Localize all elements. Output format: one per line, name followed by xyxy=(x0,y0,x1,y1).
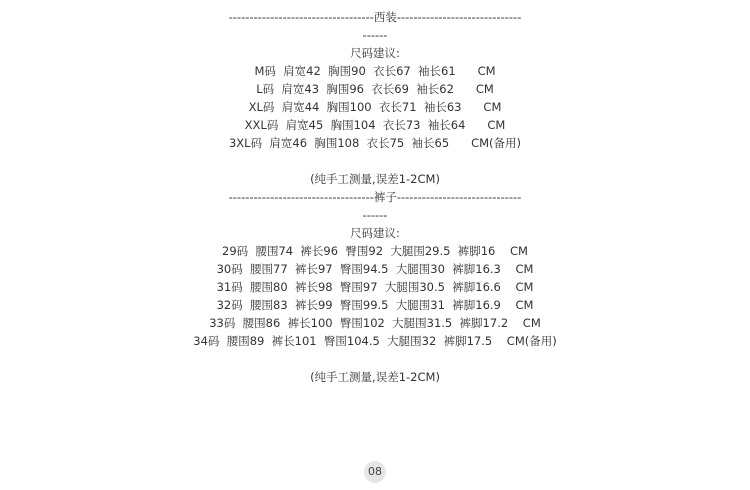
suit-size-row: 3XL码 肩宽46 胸围108 衣长75 袖长65 CM(备用) xyxy=(228,136,522,150)
pants-measure-note: (纯手工测量,误差1-2CM) xyxy=(310,370,440,384)
pants-size-row: 31码 腰围80 裤长98 臀围97 大腿围30.5 裤脚16.6 CM xyxy=(216,280,534,294)
page-number-badge: 08 xyxy=(364,461,386,483)
pants-size-row: 33码 腰围86 裤长100 臀围102 大腿围31.5 裤脚17.2 CM xyxy=(209,316,541,330)
suit-section-header: -----------------------------------西装------------------------------ xyxy=(228,10,522,24)
spacer xyxy=(0,350,750,368)
suit-size-row: XXL码 肩宽45 胸围104 衣长73 袖长64 CM xyxy=(244,118,506,132)
pants-size-title: 尺码建议: xyxy=(350,226,400,240)
pants-size-row: 30码 腰围77 裤长97 臀围94.5 大腿围30 裤脚16.3 CM xyxy=(216,262,534,276)
pants-size-row: 34码 腰围89 裤长101 臀围104.5 大腿围32 裤脚17.5 CM(备用) xyxy=(193,334,557,348)
suit-size-row: L码 肩宽43 胸围96 衣长69 袖长62 CM xyxy=(256,82,494,96)
spacer xyxy=(0,152,750,170)
suit-measure-note: (纯手工测量,误差1-2CM) xyxy=(310,172,440,186)
suit-size-row: M码 肩宽42 胸围90 衣长67 袖长61 CM xyxy=(254,64,496,78)
pants-section-header: -----------------------------------裤子------------------------------ xyxy=(228,190,522,204)
size-guide-document xyxy=(0,8,750,386)
pants-size-row: 29码 腰围74 裤长96 臀围92 大腿围29.5 裤脚16 CM xyxy=(222,244,528,258)
suit-size-title: 尺码建议: xyxy=(350,46,400,60)
suit-size-row: XL码 肩宽44 胸围100 衣长71 袖长63 CM xyxy=(248,100,502,114)
pants-dash-divider: ------ xyxy=(362,208,388,222)
pants-size-row: 32码 腰围83 裤长99 臀围99.5 大腿围31 裤脚16.9 CM xyxy=(216,298,534,312)
suit-dash-divider: ------ xyxy=(362,28,388,42)
